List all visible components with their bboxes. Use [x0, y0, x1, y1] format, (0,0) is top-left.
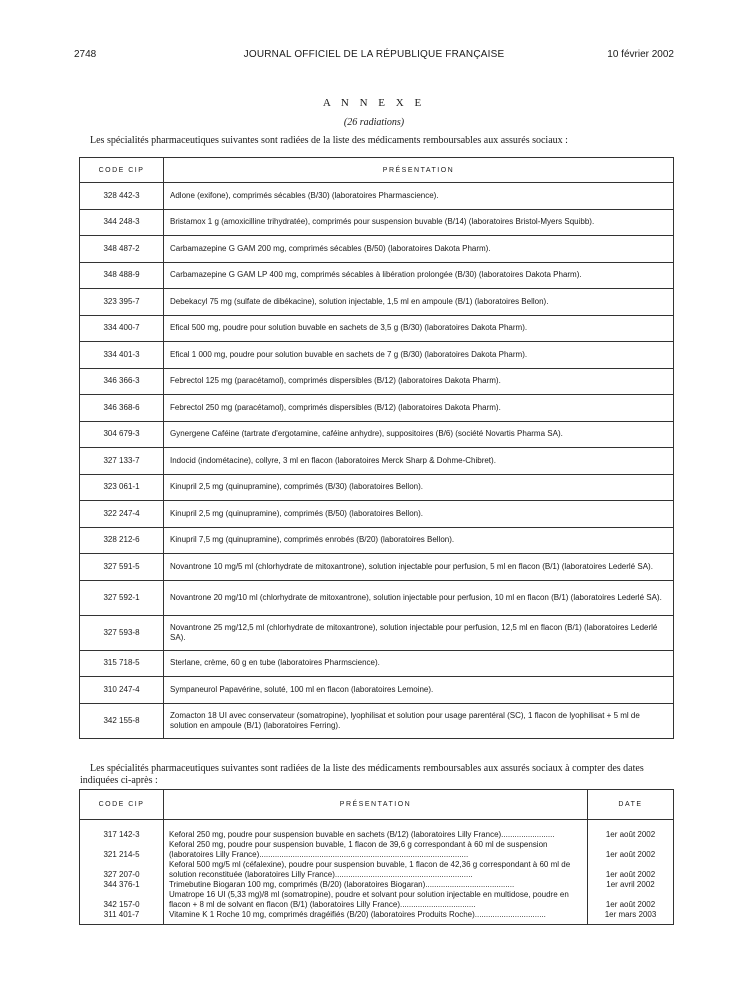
table-row [80, 860, 674, 880]
date-cell: 1er mars 2003 [588, 910, 674, 925]
presentation-cell: Novantrone 10 mg/5 ml (chlorhydrate de mitoxantrone), solution injectable pour perfusion, 5 ml en flacon (B/1) (laboratoires Lederlé SA). [164, 554, 674, 581]
code-cell: 311 401-7 [80, 910, 164, 925]
table-row [80, 262, 674, 289]
presentation-cell: Adlone (exifone), comprimés sécables (B/30) (laboratoires Pharmascience). [164, 183, 674, 210]
table-row [80, 315, 674, 342]
code-cip-cell: 327 133-7 [80, 448, 164, 475]
code-cip-cell: 304 679-3 [80, 421, 164, 448]
column-header-presentation: PRÉSENTATION [164, 158, 674, 183]
code-cip-cell: 346 368-6 [80, 395, 164, 422]
spacer-cell [80, 820, 164, 831]
table-row [80, 342, 674, 369]
page-number: 2748 [74, 49, 97, 60]
date-cell: 1er août 2002 [588, 860, 674, 880]
page-header [74, 49, 674, 63]
table-row [80, 236, 674, 263]
code-cip-cell: 348 487-2 [80, 236, 164, 263]
code-cip-cell: 334 400-7 [80, 315, 164, 342]
table-header-row [80, 158, 674, 183]
code-cip-cell: 315 718-5 [80, 650, 164, 677]
table-row [80, 580, 674, 615]
presentation-cell: Trimebutine Biogaran 100 mg, comprimés (B/20) (laboratoires Biogaran)........................................ [164, 880, 588, 890]
table-row [80, 209, 674, 236]
code-cip-cell: 348 488-9 [80, 262, 164, 289]
radiations-table [79, 157, 674, 739]
presentation-cell: Debekacyl 75 mg (sulfate de dibékacine), solution injectable, 1,5 ml en ampoule (B/1) (laboratoires Bellon). [164, 289, 674, 316]
spacer-cell [588, 820, 674, 831]
table-row [80, 830, 674, 840]
dated-radiations-table [79, 789, 674, 925]
intro-paragraph-1: Les spécialités pharmaceutiques suivantes sont radiées de la liste des médicaments remboursables aux assurés sociaux : [90, 135, 568, 146]
code-cell: 317 142-3 [80, 830, 164, 840]
code-cip-cell: 327 592-1 [80, 580, 164, 615]
presentation-cell: Carbamazepine G GAM LP 400 mg, comprimés sécables à libération prolongée (B/30) (laboratoires Dakota Pharm). [164, 262, 674, 289]
table-row [80, 880, 674, 890]
code-cip-cell: 327 591-5 [80, 554, 164, 581]
table-row [80, 615, 674, 650]
column-header-presentation: PRÉSENTATION [164, 790, 588, 820]
presentation-cell: Keforal 250 mg, poudre pour suspension buvable, 1 flacon de 39,6 g correspondant à 60 ml de suspension (laboratoires Lilly France).............................................................................................. [164, 840, 588, 860]
presentation-cell: Bristamox 1 g (amoxicilline trihydratée), comprimés pour suspension buvable (B/14) (laboratoires Bristol-Myers Squibb). [164, 209, 674, 236]
code-cip-cell: 323 395-7 [80, 289, 164, 316]
presentation-cell: Efical 1 000 mg, poudre pour solution buvable en sachets de 7 g (B/30) (laboratoires Dakota Pharm). [164, 342, 674, 369]
table-row [80, 890, 674, 910]
table-row [80, 183, 674, 210]
code-cip-cell: 346 366-3 [80, 368, 164, 395]
table-header-row [80, 790, 674, 820]
table-row [80, 395, 674, 422]
code-cip-cell: 334 401-3 [80, 342, 164, 369]
presentation-cell: Efical 500 mg, poudre pour solution buvable en sachets de 3,5 g (B/30) (laboratoires Dakota Pharm). [164, 315, 674, 342]
presentation-cell: Febrectol 125 mg (paracétamol), comprimés dispersibles (B/12) (laboratoires Dakota Pharm). [164, 368, 674, 395]
spacer-cell [164, 820, 588, 831]
code-cell: 327 207-0 [80, 860, 164, 880]
table-row [80, 289, 674, 316]
spacer-row [80, 820, 674, 831]
code-cell: 342 157-0 [80, 890, 164, 910]
presentation-cell: Sympaneurol Papavérine, soluté, 100 ml en flacon (laboratoires Lemoine). [164, 677, 674, 704]
table-row [80, 677, 674, 704]
column-header-code: CODE CIP [80, 158, 164, 183]
table-row [80, 840, 674, 860]
presentation-cell: Carbamazepine G GAM 200 mg, comprimés sécables (B/50) (laboratoires Dakota Pharm). [164, 236, 674, 263]
presentation-cell: Zomacton 18 UI avec conservateur (somatropine), lyophilisat et solution pour usage parentéral (SC), 1 flacon de lyophilisat + 5 ml de solution en ampoule (B/1) (laboratoires Ferring). [164, 703, 674, 738]
code-cip-cell: 344 248-3 [80, 209, 164, 236]
table-row [80, 368, 674, 395]
code-cip-cell: 342 155-8 [80, 703, 164, 738]
presentation-cell: Keforal 500 mg/5 ml (céfalexine), poudre pour suspension buvable, 1 flacon de 42,36 g correspondant à 60 ml de solution reconstituée (laboratoires Lilly France).............................................................. [164, 860, 588, 880]
code-cip-cell: 323 061-1 [80, 474, 164, 501]
presentation-cell: Kinupril 2,5 mg (quinupramine), comprimés (B/30) (laboratoires Bellon). [164, 474, 674, 501]
date-cell: 1er août 2002 [588, 840, 674, 860]
table-row [80, 554, 674, 581]
code-cip-cell: 327 593-8 [80, 615, 164, 650]
presentation-cell: Umatrope 16 UI (5,33 mg)/8 ml (somatropine), poudre et solvant pour solution injectable en multidose, poudre en flacon + 8 ml de solvant en flacon (B/1) (laboratoires Lilly France).................................. [164, 890, 588, 910]
presentation-cell: Indocid (indométacine), collyre, 3 ml en flacon (laboratoires Merck Sharp & Dohme-Chibret). [164, 448, 674, 475]
presentation-cell: Vitamine K 1 Roche 10 mg, comprimés dragéifiés (B/20) (laboratoires Produits Roche)................................ [164, 910, 588, 925]
presentation-cell: Sterlane, crème, 60 g en tube (laboratoires Pharmscience). [164, 650, 674, 677]
date-cell: 1er août 2002 [588, 830, 674, 840]
presentation-cell: Febrectol 250 mg (paracétamol), comprimés dispersibles (B/12) (laboratoires Dakota Pharm). [164, 395, 674, 422]
presentation-cell: Novantrone 20 mg/10 ml (chlorhydrate de mitoxantrone), solution injectable pour perfusion, 10 ml en flacon (B/1) (laboratoires Lederlé SA). [164, 580, 674, 615]
issue-date: 10 février 2002 [607, 49, 674, 60]
radiations-count: (26 radiations) [343, 117, 405, 128]
table-row [80, 474, 674, 501]
date-cell: 1er août 2002 [588, 890, 674, 910]
table-row [80, 527, 674, 554]
code-cell: 321 214-5 [80, 840, 164, 860]
code-cip-cell: 310 247-4 [80, 677, 164, 704]
table-row [80, 421, 674, 448]
intro-paragraph-2: Les spécialités pharmaceutiques suivantes sont radiées de la liste des médicaments remboursables aux assurés sociaux à compter des dates indiquées ci-après : [80, 763, 644, 786]
code-cip-cell: 328 212-6 [80, 527, 164, 554]
date-cell: 1er avril 2002 [588, 880, 674, 890]
presentation-cell: Keforal 250 mg, poudre pour suspension buvable en sachets (B/12) (laboratoires Lilly France)........................ [164, 830, 588, 840]
table-row [80, 501, 674, 528]
table-row [80, 448, 674, 475]
presentation-cell: Kinupril 2,5 mg (quinupramine), comprimés (B/50) (laboratoires Bellon). [164, 501, 674, 528]
journal-title: JOURNAL OFFICIEL DE LA RÉPUBLIQUE FRANÇAISE [243, 49, 505, 60]
presentation-cell: Gynergene Caféine (tartrate d'ergotamine, caféine anhydre), suppositoires (B/6) (société Novartis Pharma SA). [164, 421, 674, 448]
table-row [80, 910, 674, 925]
column-header-code: CODE CIP [80, 790, 164, 820]
code-cip-cell: 322 247-4 [80, 501, 164, 528]
code-cip-cell: 328 442-3 [80, 183, 164, 210]
table-row [80, 650, 674, 677]
presentation-cell: Novantrone 25 mg/12,5 ml (chlorhydrate de mitoxantrone), solution injectable pour perfusion, 12,5 ml en flacon (B/1) (laboratoires Lederlé SA). [164, 615, 674, 650]
annexe-title: A N N E X E [322, 97, 426, 109]
column-header-date: DATE [588, 790, 674, 820]
code-cell: 344 376-1 [80, 880, 164, 890]
presentation-cell: Kinupril 7,5 mg (quinupramine), comprimés enrobés (B/20) (laboratoires Bellon). [164, 527, 674, 554]
table-row [80, 703, 674, 738]
